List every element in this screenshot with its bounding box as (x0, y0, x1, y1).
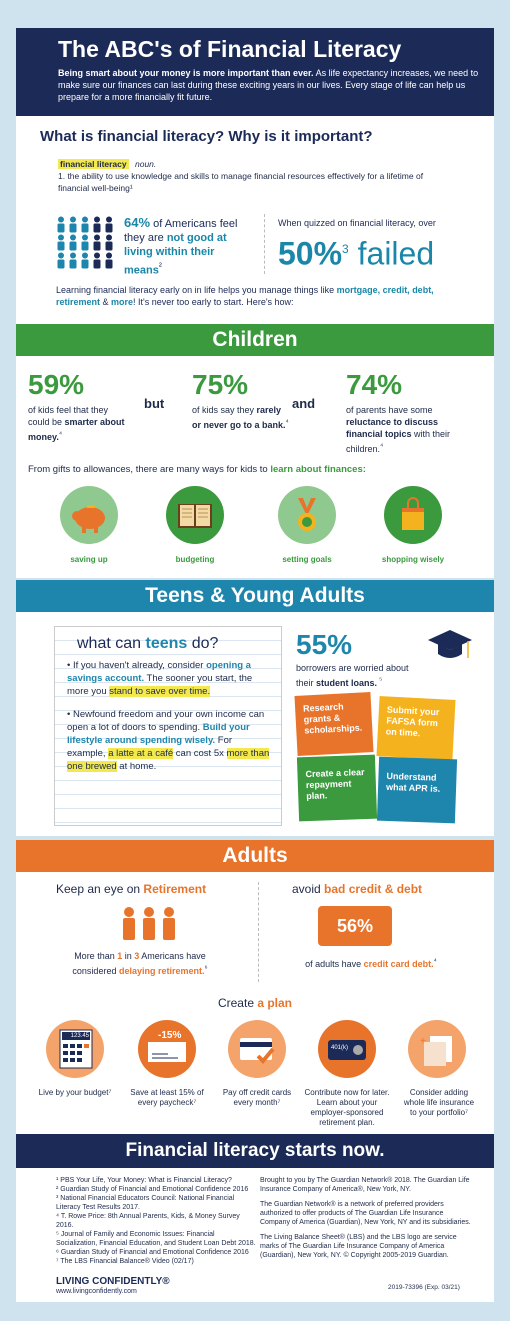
plan-text-budget: Live by your budget⁷ (38, 1088, 112, 1097)
but-word: but (144, 396, 165, 411)
ref-2: ² Guardian Study of Financial and Emotional Confidence 2016 (56, 1186, 249, 1193)
brand-url[interactable]: www.livingconfidently.com (56, 1288, 137, 1295)
ref-7: ⁷ The LBS Financial Balance® Video (02/17) (56, 1258, 194, 1265)
sticky-note-fafsa: Submit your FAFSA form on time. (376, 696, 455, 760)
adults-banner: Adults (16, 840, 494, 872)
children-banner: Children (16, 324, 494, 356)
stat-64: 64% of Americans feel they are not good at living within their means$^{^2}$ (124, 215, 238, 277)
folders-icon (408, 1020, 466, 1078)
adults-divider (258, 882, 259, 982)
learn-text: Learning financial literacy early on in life helps you manage things like mortgage, credit, debt, retirement & more! It's never too early to start. Here's how: (56, 285, 434, 307)
references (56, 1176, 256, 1266)
card-title: what can teens do? (77, 635, 219, 652)
intro-text: Being smart about your money is more important than ever. As life expectancy increases, we need to make sure our finances can last during these exciting years in our lives. Every stage of life can help us prepare for a more financially fit future. (58, 68, 479, 102)
calc-display: 123.45 (70, 1033, 89, 1039)
teens-bullet-2: • Newfound freedom and your own income can open a lot of doors to spending. Build your lifestyle around spending wisely. For example, a latte at a café can cost 5x more than one brewed at home. (67, 709, 270, 772)
plan-text-insurance: Consider adding whole life insurance to your portfolio⁷ (403, 1088, 475, 1117)
ways-text: From gifts to allowances, there are many ways for kids to learn about finances: (28, 464, 366, 475)
quiz-text: When quizzed on financial literacy, over (278, 218, 436, 228)
paycheck-pct: -15% (158, 1030, 182, 1041)
plan-text-401k: Contribute now for later. Learn about your employer-sponsored retirement plan. (304, 1088, 390, 1127)
what-is-panel (16, 116, 494, 324)
credit-card-icon (228, 1020, 286, 1078)
calculator-icon (46, 1020, 104, 1078)
divider (264, 214, 265, 274)
sticky-note-repayment: Create a clear repayment plan. (297, 755, 377, 822)
ref-1: ¹ PBS Your Life, Your Money: What is Financial Literacy? (56, 1177, 232, 1184)
footer-panel (16, 1168, 494, 1302)
ref-3: ³ National Financial Educators Council: National Financial Literacy Test Results 2017. (56, 1195, 235, 1211)
stat-50: 50%$^3$ failed (278, 235, 435, 272)
open-book-icon (166, 486, 224, 544)
grad-cap-icon (426, 628, 474, 673)
plan-text-credit: Pay off credit cards every month⁷ (222, 1088, 292, 1107)
shopping-bag-icon (384, 486, 442, 544)
sticky-note-research: Research grants & scholarships. (294, 692, 373, 756)
page-title: The ABC's of Financial Literacy (58, 36, 402, 62)
definition-block: financial literacy noun. 1. the ability to use knowledge and skills to manage financial resources effectively for a lifetime of financial well-being¹ (58, 159, 424, 193)
stat-55: 55% borrowers are worried about their student loans. $^{^5}$ (296, 629, 409, 688)
disclosures: Brought to you by The Guardian Network® 2018. The Guardian Life Insurance Company of America®, New York, NY. The Guardian Network® is a network of preferred providers authorized to offer products of The Guardian Life Insurance Company of America (Guardian), New York, NY and its subsidiaries. The Living Balance Sheet® (LBS) and the LBS logo are service marks of The Guardian Life Insurance Company of America (Guardian), New York, NY. © Copyright 2005-2019 Guardian. (260, 1177, 471, 1259)
svg-text:+: + (420, 1036, 426, 1047)
plan-text-save: Save at least 15% of every paycheck⁷ (130, 1088, 204, 1107)
icon-label-setting-goals: setting goals (282, 555, 332, 564)
icon-label-budgeting: budgeting (175, 555, 215, 564)
children-panel (16, 356, 494, 578)
piggy-bank-icon (60, 486, 118, 544)
and-word: and (292, 396, 316, 411)
debt-heading: avoid bad credit & debt (292, 882, 423, 896)
debt-text: of adults have credit card debt.$^{^4}$ (305, 956, 437, 969)
stat-59: 59% of kids feel that they could be smarter about money.$^{^4}$ (28, 369, 125, 442)
401k-jar-icon (318, 1020, 376, 1078)
what-heading: What is financial literacy? Why is it important? (40, 128, 373, 145)
debt-pct: 56% (336, 916, 374, 936)
icon-label-saving-up: saving up (70, 555, 108, 564)
people-grid-icon (56, 216, 118, 270)
teens-banner: Teens & Young Adults (16, 580, 494, 612)
jar-label: 401(k) (331, 1045, 349, 1051)
icon-label-shopping-wisely: shopping wisely (381, 555, 445, 564)
doc-code: 2019-73396 (Exp. 03/21) (388, 1284, 460, 1291)
teens-bullet-1: • If you haven't already, consider opening a savings account. The sooner you start, the more you stand to save over time. (67, 660, 253, 697)
sticky-note-apr: Understand what APR is. (377, 757, 457, 824)
teens-card (54, 626, 282, 826)
credit-card-debt-icon (318, 906, 392, 946)
ref-6: ⁶ Guardian Study of Financial and Emotional Confidence 2016 (56, 1249, 249, 1256)
plan-heading: Create a plan (217, 996, 293, 1010)
retirement-heading: Keep an eye on Retirement (56, 882, 207, 896)
adults-panel (16, 872, 494, 1134)
people-orange-icon (120, 906, 178, 947)
stat-75: 75% of kids say they rarely or never go to a bank.$^{^4}$ (192, 369, 289, 430)
footer-banner: Financial literacy starts now. (16, 1134, 494, 1168)
brand-logo: LIVING CONFIDENTLY® (56, 1276, 170, 1287)
ref-5: ⁵ Journal of Family and Economic Issues: Financial Socialization, Financial Education, and Student Loan Debt 2018. (56, 1231, 256, 1247)
header-banner (16, 28, 494, 116)
ref-4: ⁴ T. Rowe Price: 8th Annual Parents, Kids, & Money Survey 2016. (56, 1213, 240, 1229)
teens-panel (16, 612, 494, 836)
medal-icon (278, 486, 336, 544)
retirement-text: More than 1 in 3 Americans have considered delaying retirement.$^{^6}$ (72, 951, 208, 976)
paycheck-icon (138, 1020, 196, 1078)
stat-74: 74% of parents have some reluctance to discuss financial topics with their children.$^{^4}$ (346, 369, 451, 454)
